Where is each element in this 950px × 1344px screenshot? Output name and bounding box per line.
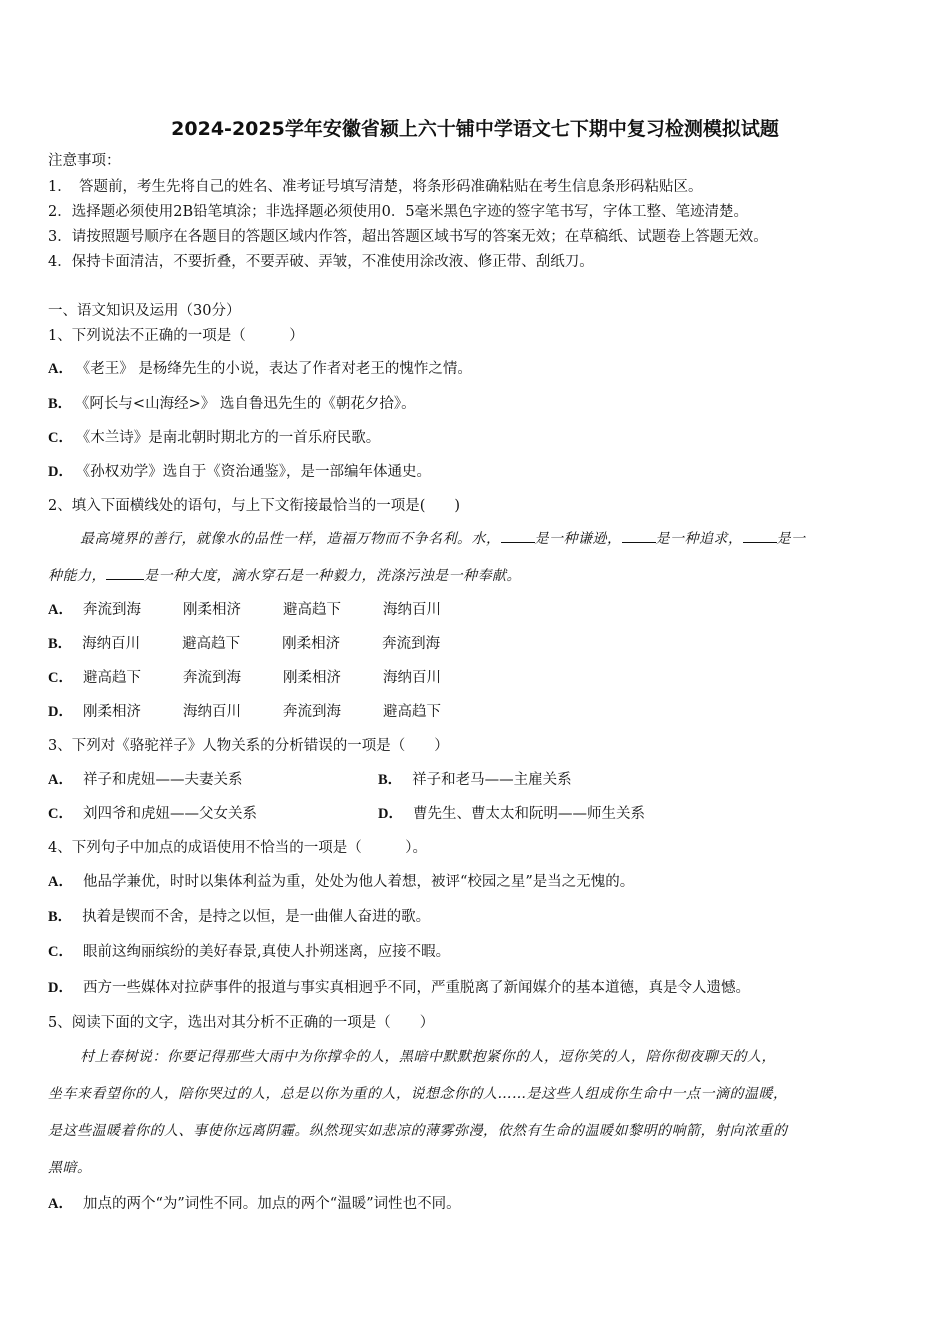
q1-option-b: B． 《阿长与<山海经>》 选自鲁迅先生的《朝花夕拾》。	[48, 396, 416, 412]
notice-heading: 注意事项：	[48, 153, 121, 169]
question-2-stem: 2、填入下面横线处的语句，与上下文衔接最恰当的一项是( )	[48, 498, 461, 514]
q3-option-c: C． 刘四爷和虎妞——父女关系	[48, 806, 257, 822]
q1-option-d: D． 《孙权劝学》选自于《资治通鉴》，是一部编年体通史。	[48, 464, 431, 480]
q1-option-c: C． 《木兰诗》是南北朝时期北方的一首乐府民歌。	[48, 430, 381, 446]
q3-option-b: B． 祥子和老马——主雇关系	[378, 772, 572, 788]
question-1-stem: 1、下列说法不正确的一项是（ ）	[48, 328, 304, 344]
notice-item: 3．请按照题号顺序在各题目的答题区域内作答，超出答题区域书写的答案无效；在草稿纸、试题卷上答题无效。	[48, 229, 768, 245]
q2-option-c: C． 避高趋下 奔流到海 刚柔相济 海纳百川	[48, 670, 441, 686]
q4-option-d: D． 西方一些媒体对拉萨事件的报道与事实真相迥乎不同，严重脱离了新闻媒介的基本道德，真是令人遗憾。	[48, 980, 750, 996]
q2-option-a: A． 奔流到海 刚柔相济 避高趋下 海纳百川	[48, 602, 441, 618]
q3-option-d: D． 曹先生、曹太太和阮明——师生关系	[378, 806, 645, 822]
q5-option-a: A． 加点的两个“为”词性不同。加点的两个“温暖”词性也不同。	[48, 1196, 461, 1212]
q2-passage: 最高境界的善行，就像水的品性一样，造福万物而不争名利。水， 是一种谦逊， 是一种追求， 是一 种能力， 是一种大度，滴水穿石是一种毅力，洗涤污浊是一种奉献。	[48, 521, 904, 595]
notice-item: 4．保持卡面清洁，不要折叠，不要弄破、弄皱，不准使用涂改液、修正带、刮纸刀。	[48, 254, 594, 270]
q2-option-b: B． 海纳百川 避高趋下 刚柔相济 奔流到海	[48, 636, 441, 652]
q5-passage: 村上春树说：你要记得那些大雨中为你撑伞的人，黑暗中默默抱紧你的人，逗你笑的人，陪你彻夜聊天的人， 坐车来看望你的人，陪你哭过的人，总是以你为重的人，说想念你的人……是这些人组成你生命中一点一滴的温暖， 是这些温暖着你的人、事使你远离阴霾。纵然现实如悲凉的薄雾弥漫，依然有生命的温暖如黎明的响箭，射向浓重的 黑暗。	[48, 1049, 788, 1176]
page-title: 2024-2025学年安徽省颍上六十铺中学语文七下期中复习检测模拟试题	[171, 118, 779, 140]
q2-option-d: D． 刚柔相济 海纳百川 奔流到海 避高趋下	[48, 704, 441, 720]
question-5-stem: 5、阅读下面的文字，选出对其分析不正确的一项是（ ）	[48, 1015, 435, 1031]
notice-item: 1． 答题前，考生先将自己的姓名、准考证号填写清楚，将条形码准确粘贴在考生信息条形码粘贴区。	[48, 179, 703, 195]
q3-option-a: A． 祥子和虎妞——夫妻关系	[48, 772, 243, 788]
question-4-stem: 4、下列句子中加点的成语使用不恰当的一项是（ ）。	[48, 840, 427, 856]
q4-option-a: A． 他品学兼优，时时以集体利益为重，处处为他人着想，被评“校园之星”是当之无愧的。	[48, 874, 635, 890]
q4-option-b: B． 执着是锲而不舍，是持之以恒，是一曲催人奋进的歌。	[48, 909, 431, 925]
q1-option-a: A． 《老王》 是杨绛先生的小说，表达了作者对老王的愧怍之情。	[48, 361, 472, 377]
question-3-stem: 3、下列对《骆驼祥子》人物关系的分析错误的一项是（ ）	[48, 738, 449, 754]
q4-option-c: C． 眼前这绚丽缤纷的美好春景,真使人扑朔迷离，应接不暇。	[48, 944, 451, 960]
notice-item: 2．选择题必须使用2B铅笔填涂；非选择题必须使用0．5毫米黑色字迹的签字笔书写，字体工整、笔迹清楚。	[48, 204, 749, 220]
section-heading: 一、语文知识及运用（30分）	[48, 303, 241, 319]
